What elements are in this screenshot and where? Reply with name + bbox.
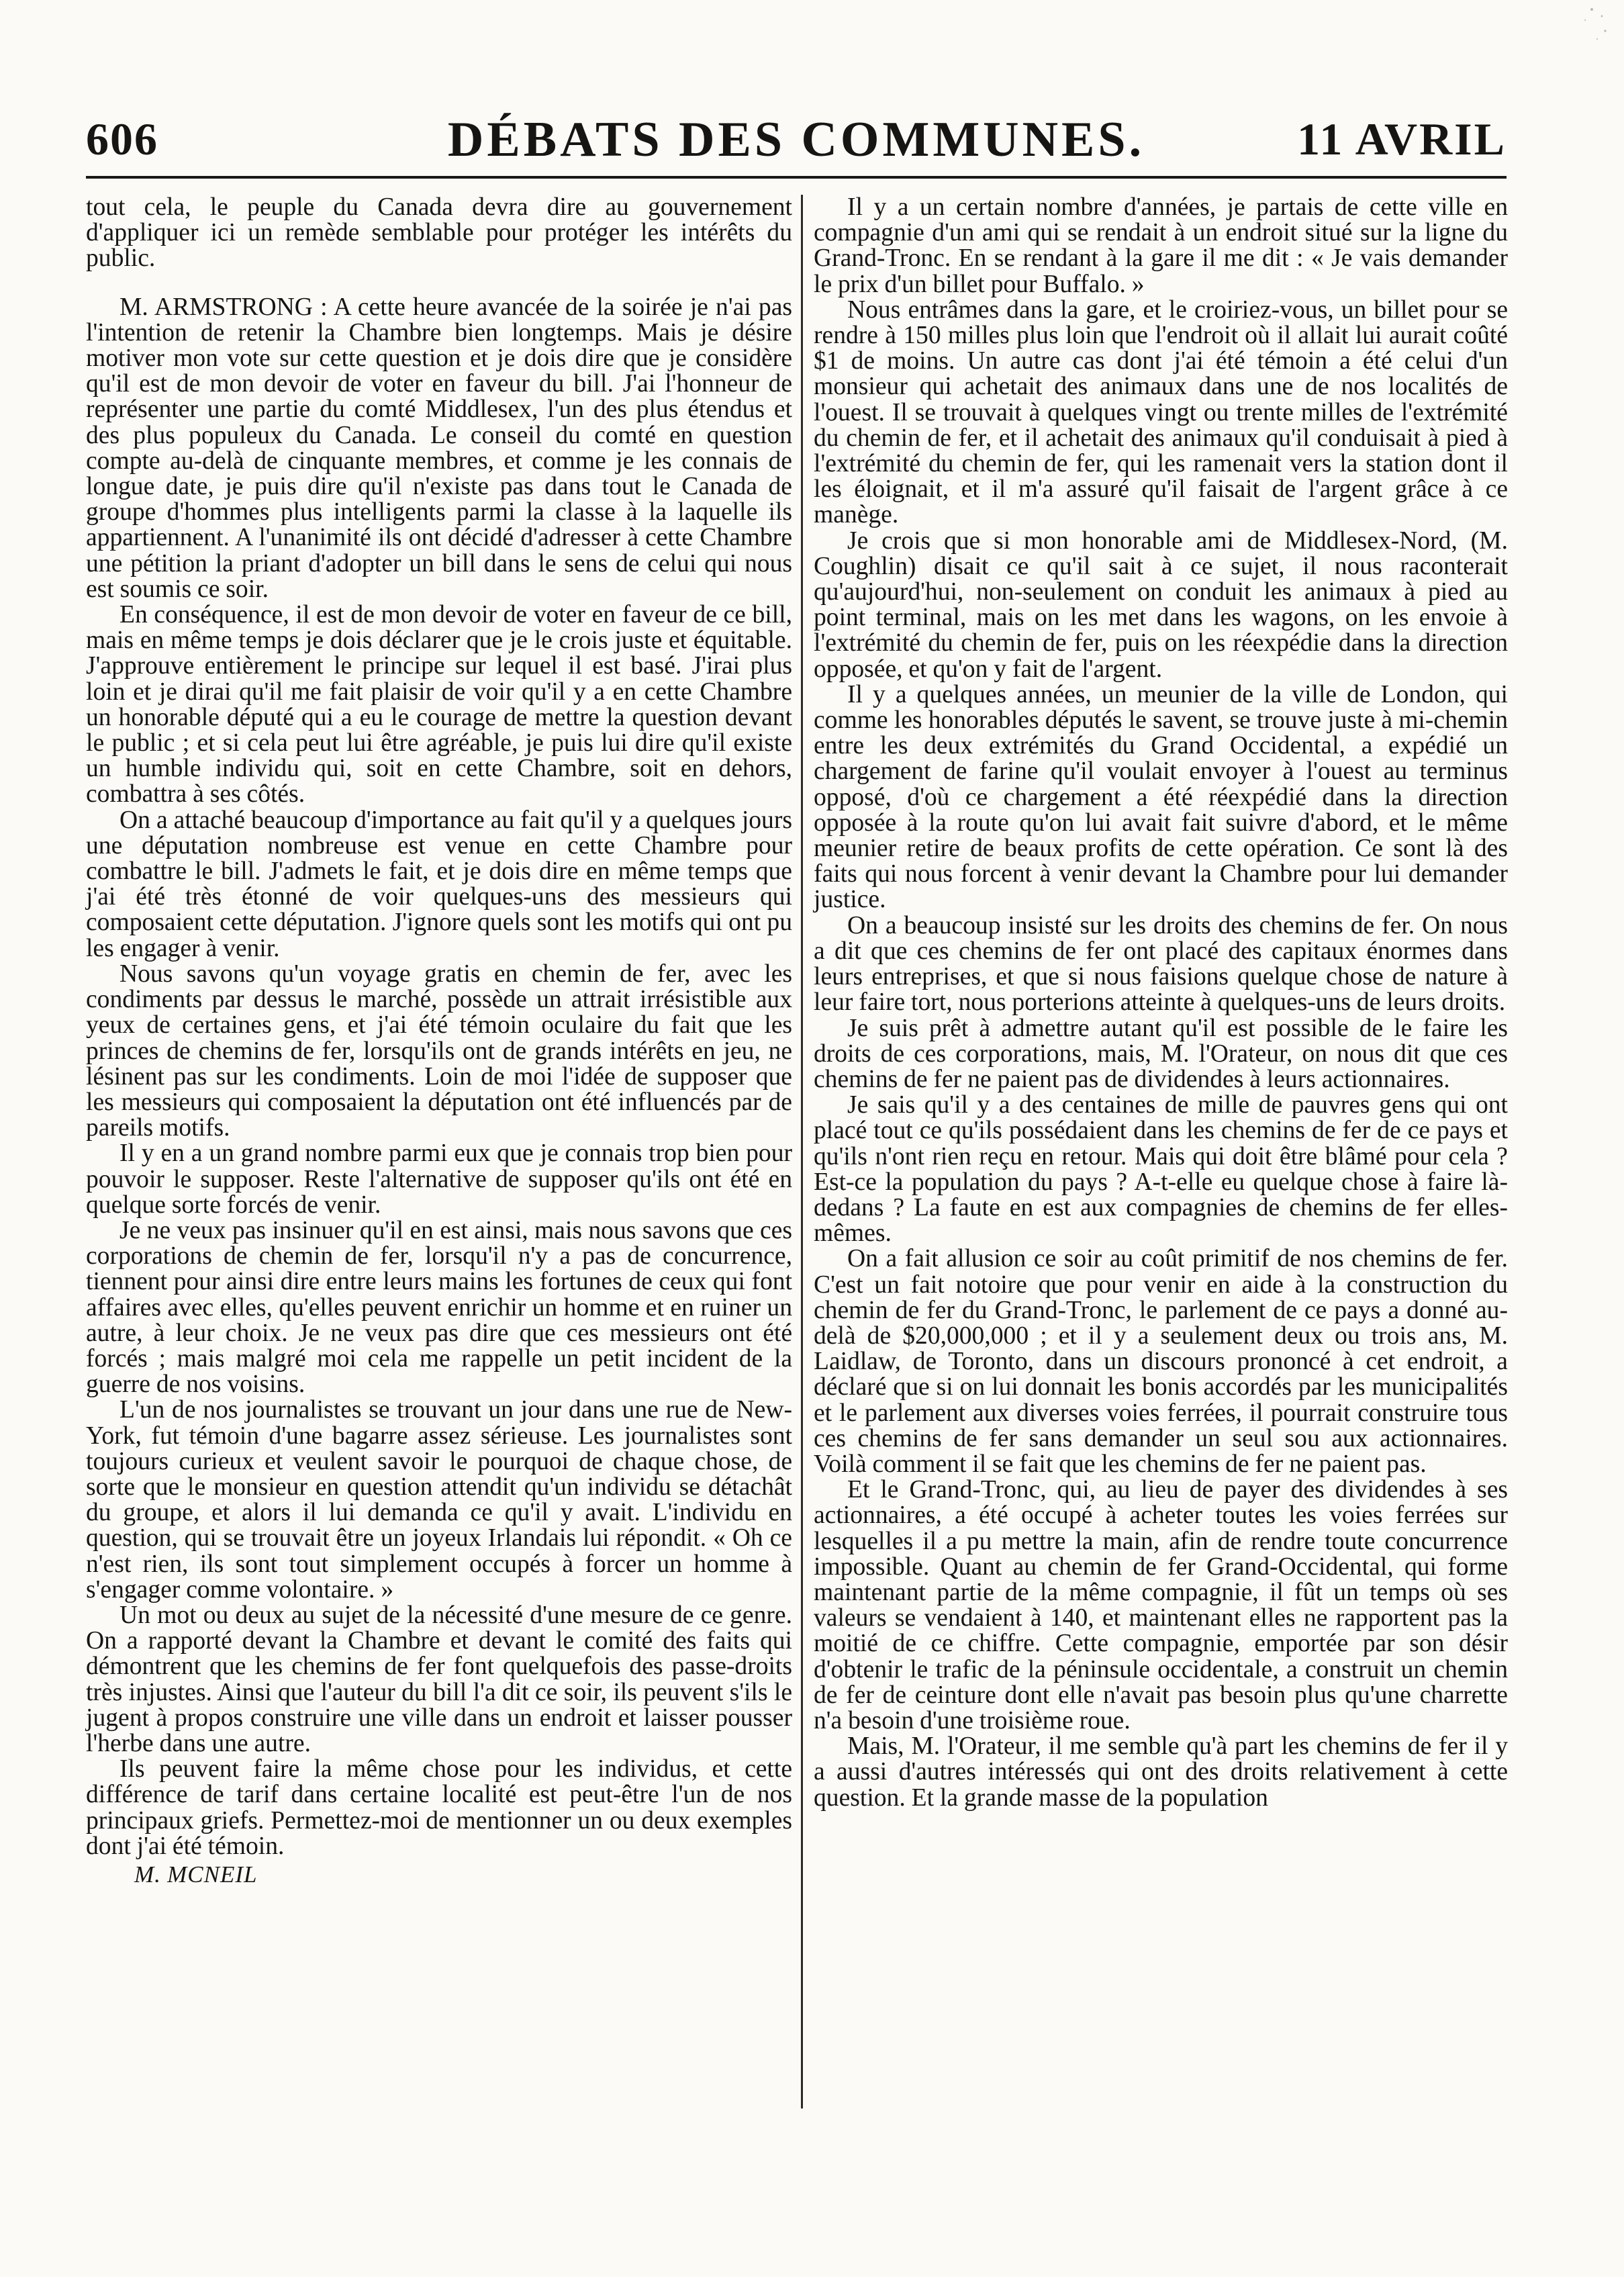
left-column xyxy=(86,195,792,1888)
paragraph: tout cela, le peuple du Canada devra dire au gouvernement d'appliquer ici un remède semblable pour protéger les intérêts du public. xyxy=(86,193,792,273)
paragraph: Il y a un certain nombre d'années, je partais de cette ville en compagnie d'un ami qui se rendait à un endroit situé sur la ligne du Grand-Tronc. En se rendant à la gare il me dit : « Je vais demander le prix d'un billet pour Buffalo. » xyxy=(814,193,1508,298)
paragraph: Je sais qu'il y a des centaines de mille de pauvres gens qui ont placé tout ce qu'ils possédaient dans les chemins de fer de ce pays et qu'ils n'ont rien reçu en retour. Mais qui doit être blâmé pour cela ? Est-ce la population du pays ? A-t-elle eu quelque chose à faire là-dedans ? La faute en est aux compagnies de chemins de fer elles-mêmes. xyxy=(814,1091,1508,1248)
paragraph: Un mot ou deux au sujet de la nécessité d'une mesure de ce genre. On a rapporté devant la Chambre et devant le comité des faits qui démontrent que les chemins de fer font quelquefois des passe-droits très injustes. Ainsi que l'auteur du bill l'a dit ce soir, ils peuvent s'ils le jugent à propos construire une ville dans un endroit et laisser pousser l'herbe dans une autre. xyxy=(86,1601,792,1757)
column-divider xyxy=(801,195,803,2108)
speaker-signature: M. MCNEIL xyxy=(134,1861,258,1888)
paragraph: Je crois que si mon honorable ami de Middlesex-Nord, (M. Coughlin) disait ce qu'il sait à ce sujet, il nous raconterait qu'aujourd'hui, non-seulement on conduit les animaux à pied au point terminal, mais on les met dans les wagons, on les envoie à l'extrémité du chemin de fer, puis on les réexpédie dans la direction opposée, et qu'on y fait de l'argent. xyxy=(814,526,1508,683)
paragraph: Je ne veux pas insinuer qu'il en est ainsi, mais nous savons que ces corporations de chemin de fer, lorsqu'il n'y a pas de concurrence, tiennent pour ainsi dire entre leurs mains les fortunes de ceux qui font affaires avec elles, qu'elles peuvent enrichir un homme et en ruiner un autre, à leur choix. Je ne veux pas dire que ces messieurs ont été forcés ; mais malgré moi cela me rappelle un petit incident de la guerre de nos voisins. xyxy=(86,1216,792,1399)
paragraph: Ils peuvent faire la même chose pour les individus, et cette différence de tarif dans certaine localité est peut-être l'un de nos principaux griefs. Permettez-moi de mentionner un ou deux exemples dont j'ai été témoin. xyxy=(86,1755,792,1860)
page-header xyxy=(86,106,1507,180)
paragraph: En conséquence, il est de mon devoir de voter en faveur de ce bill, mais en même temps je dois déclarer que je le crois juste et équitable. J'approuve entièrement le principe sur lequel il est basé. J'irai plus loin et je dirai qu'il me fait plaisir de voir qu'il y a en cette Chambre un honorable député qui a eu le courage de mettre la question devant le public ; et si cela peut lui être agréable, je puis lui dire qu'il existe un humble individu qui, soit en cette Chambre, soit en dehors, combattra à ses côtés. xyxy=(86,601,792,808)
paragraph: M. ARMSTRONG : A cette heure avancée de la soirée je n'ai pas l'intention de retenir la Chambre bien longtemps. Mais je désire motiver mon vote sur cette question et je dois dire que je considère qu'il est de mon devoir de voter en faveur du bill. J'ai l'honneur de représenter une partie du comté Middlesex, l'un des plus étendus et des plus populeux du Canada. Le conseil du comté en question compte au-delà de cinquante membres, et comme je les connais de longue date, je puis dire qu'il n'existe pas dans tout le Canada de groupe d'hommes plus intelligents parmi la classe à la laquelle ils appartiennent. A l'unanimité ils ont décidé d'adresser à cette Chambre une pétition la priant d'adopter un bill dans le sens de celui qui nous est soumis ce soir. xyxy=(86,293,792,603)
scan-speckle xyxy=(1538,4,1612,51)
page-number: 606 xyxy=(86,113,158,165)
journal-title: DÉBATS DES COMMUNES. xyxy=(447,112,1145,167)
paragraph: L'un de nos journalistes se trouvant un jour dans une rue de New-York, fut témoin d'une bagarre assez sérieuse. Les journalistes sont toujours curieux et veulent savoir le pourquoi de chaque chose, de sorte que le monsieur en question attendit qu'un individu se détachât du groupe, et alors il lui demanda ce qu'il y avait. L'individu en question, qui se trouvait être un joyeux Irlandais lui répondit. « Oh ce n'est rien, ils sont tout simplement occupés à forcer un homme à s'engager comme volontaire. » xyxy=(86,1396,792,1604)
paragraph: On a beaucoup insisté sur les droits des chemins de fer. On nous a dit que ces chemins de fer ont placé des capitaux énormes dans leurs entreprises, et que si nous faisions quelque chose de nature à leur faire tort, nous porterions atteinte à quelques-uns de leurs droits. xyxy=(814,911,1508,1017)
paragraph: Mais, M. l'Orateur, il me semble qu'à part les chemins de fer il y a aussi d'autres intéressés qui ont des droits relativement à cette question. Et la grande masse de la population xyxy=(814,1732,1508,1812)
paragraph: Il y en a un grand nombre parmi eux que je connais trop bien pour pouvoir le supposer. Reste l'alternative de supposer qu'ils ont été en quelque sorte forcés de venir. xyxy=(86,1140,792,1219)
paragraph: Et le Grand-Tronc, qui, au lieu de payer des dividendes à ses actionnaires, a été occupé à acheter toutes les voies ferrées sur lesquelles il a pu mettre la main, afin de rendre toute concurrence impossible. Quant au chemin de fer Grand-Occidental, qui forme maintenant partie de la même compagnie, il fût un temps où ses valeurs se vendaient à 140, et maintenant elles ne rapportent pas la moitié de ce chiffre. Cette compagnie, emportée par son désir d'obtenir le trafic de la péninsule occidentale, a construit un chemin de fer de ceinture dont elle n'avait pas besoin plus qu'une charrette n'a besoin d'une troisième roue. xyxy=(814,1476,1508,1734)
paragraph: Nous entrâmes dans la gare, et le croiriez-vous, un billet pour se rendre à 150 milles plus loin que l'endroit où il allait lui aurait coûté $1 de moins. Un autre cas dont j'ai été témoin a été celui d'un monsieur qui achetait des animaux dans une de nos localités de l'ouest. Il se trouvait à quelques vingt ou trente milles de l'extrémité du chemin de fer, et il achetait des animaux qu'il conduisait à pied à l'extrémité du chemin de fer, qui les ramenait vers la station dont il les éloignait, et il m'a assuré qu'il faisait de l'argent grâce à ce manège. xyxy=(814,295,1508,529)
right-column xyxy=(814,195,1508,1811)
paragraph: On a attaché beaucoup d'importance au fait qu'il y a quelques jours une députation nombreuse est venue en cette Chambre pour combattre le bill. J'admets le fait, et je dois dire en même temps que j'ai été très étonné de voir quelques-uns des messieurs qui composaient cette députation. J'ignore quels sont les motifs qui ont pu les engager à venir. xyxy=(86,806,792,962)
paragraph: On a fait allusion ce soir au coût primitif de nos chemins de fer. C'est un fait notoire que pour venir en aide à la construction du chemin de fer du Grand-Tronc, le parlement de ce pays a donné au-delà de $20,000,000 ; et il y a seulement deux ou trois ans, M. Laidlaw, de Toronto, dans un discours prononcé à cet endroit, a déclaré que si on lui donnait les bonis accordés par les municipalités et le parlement aux diverses voies ferrées, il pourrait construire tous ces chemins de fer sans demander un seul sou aux actionnaires. Voilà comment il se fait que les chemins de fer ne paient pas. xyxy=(814,1245,1508,1478)
header-rule xyxy=(86,176,1507,179)
header-date: 11 AVRIL xyxy=(1297,113,1507,165)
paragraph: Il y a quelques années, un meunier de la ville de London, qui comme les honorables députés le savent, se trouve juste à mi-chemin entre les deux extrémités du Grand Occidental, a expédié un chargement de farine qu'il voulait envoyer à l'ouest au terminus opposé, d'où ce chargement a été réexpédié dans la direction opposée à la route qu'on lui avait fait suivre d'abord, et le même meunier retire de beaux profits de cette opération. Ce sont là des faits qui nous forcent à venir devant la Chambre pour lui demander justice. xyxy=(814,680,1508,914)
paragraph: Nous savons qu'un voyage gratis en chemin de fer, avec les condiments par dessus le marché, possède un attrait irrésistible aux yeux de certaines gens, et j'ai été témoin oculaire du fait que les princes de chemins de fer, lorsqu'ils ont de grands intérêts en jeu, ne lésinent pas sur les condiments. Loin de moi l'idée de supposer que les messieurs qui composaient la députation ont été influencés par de pareils motifs. xyxy=(86,960,792,1142)
paragraph: Je suis prêt à admettre autant qu'il est possible de le faire les droits de ces corporations, mais, M. l'Orateur, on nous dit que ces chemins de fer ne paient pas de dividendes à leurs actionnaires. xyxy=(814,1014,1508,1093)
